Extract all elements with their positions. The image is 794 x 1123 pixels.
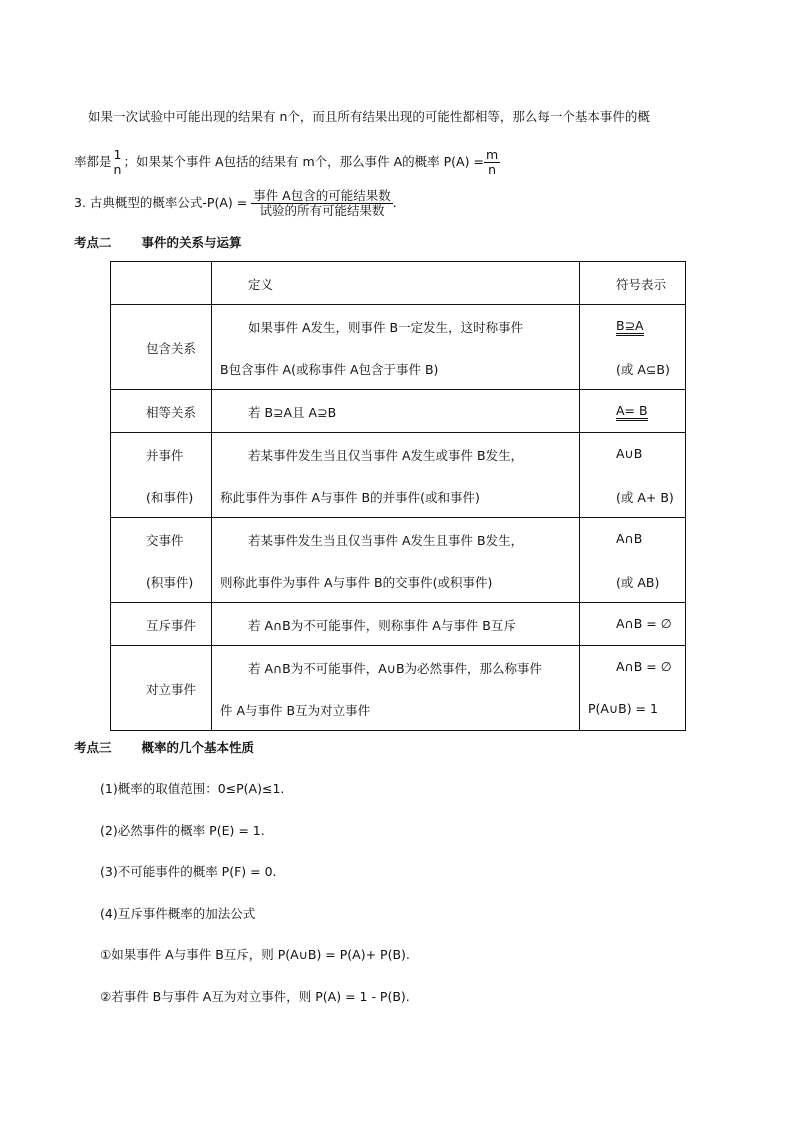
table-header-row — [111, 262, 686, 305]
header-symbol-cell — [580, 262, 686, 305]
relation-definition: 若 A∩B为不可能事件，则称事件 A与事件 B互斥 — [248, 618, 516, 633]
formula-label: 3. 古典概型的概率公式-P(A) = — [74, 195, 248, 210]
table-row — [111, 390, 686, 433]
relation-definition: 件 A与事件 B互为对立事件 — [220, 703, 371, 718]
relation-name: 并事件 — [146, 448, 184, 463]
property-item: ①如果事件 A与事件 B互斥，则 P(A∪B) = P(A)+ P(B). — [100, 947, 410, 962]
section-2-tag: 考点二 — [74, 235, 112, 250]
table-row — [111, 646, 686, 731]
relation-definition: 若某事件发生当且仅当事件 A发生或事件 B发生， — [248, 448, 524, 463]
formula-numerator: 事件 A包含的可能结果数 — [253, 187, 391, 203]
property-item: (1)概率的取值范围：0≤P(A)≤1. — [100, 781, 285, 796]
section-3-heading — [74, 738, 254, 756]
classical-probability-formula — [74, 183, 397, 223]
fraction-numerator: 1 — [113, 147, 122, 163]
relation-name: 互斥事件 — [146, 618, 197, 633]
relation-definition: 若 B⊇A且 A⊇B — [248, 405, 337, 420]
table-row — [111, 305, 686, 390]
relation-symbol: P(A∪B) = 1 — [588, 701, 658, 716]
intro-text-a: 率都是 — [74, 154, 112, 169]
fraction-denominator: n — [113, 161, 122, 177]
relation-name: 相等关系 — [146, 405, 197, 420]
table-row — [111, 603, 686, 646]
relation-definition: 则称此事件为事件 A与事件 B的交事件(或积事件) — [220, 575, 493, 590]
relation-definition: 若某事件发生当且仅当事件 A发生且事件 B发生， — [248, 533, 524, 548]
relation-name: 交事件 — [146, 533, 184, 548]
relation-symbol: A∩B = ∅ — [616, 659, 672, 674]
relation-definition: 如果事件 A发生，则事件 B一定发生，这时称事件 — [248, 320, 524, 335]
section-3-title: 概率的几个基本性质 — [141, 740, 255, 755]
intro-text-b: ；如果某个事件 A包括的结果有 m个，那么事件 A的概率 P(A) = — [123, 154, 484, 169]
formula-denominator: 试验的所有可能结果数 — [259, 203, 385, 218]
property-item: (2)必然事件的概率 P(E) = 1. — [100, 823, 265, 838]
formula-fraction — [251, 189, 393, 219]
property-item: ②若事件 B与事件 A互为对立事件，则 P(A) = 1 - P(B). — [100, 989, 410, 1004]
table-row — [111, 518, 686, 603]
property-item: (3)不可能事件的概率 P(F) = 0. — [100, 864, 277, 879]
header-definition-cell — [212, 262, 580, 305]
relation-symbol: A∩B — [616, 531, 643, 546]
relation-name: 包含关系 — [146, 341, 197, 356]
formula-period: . — [392, 195, 397, 210]
relation-symbol: A= B — [616, 403, 648, 421]
relation-name: (和事件) — [146, 490, 194, 505]
relation-definition: B包含事件 A(或称事件 A包含于事件 B) — [220, 362, 439, 377]
relation-name: 对立事件 — [146, 682, 197, 697]
intro-line-1: 如果一次试验中可能出现的结果有 n个，而且所有结果出现的可能性都相等，那么每一个基本事件的概 — [88, 109, 650, 124]
relation-symbol: (或 A⊆B) — [616, 362, 670, 377]
fraction-denominator: n — [488, 162, 496, 177]
relation-symbol: B⊇A — [616, 318, 644, 336]
relation-name: (积事件) — [146, 575, 194, 590]
fraction-numerator: m — [485, 146, 499, 162]
relation-definition: 若 A∩B为不可能事件，A∪B为必然事件，那么称事件 — [248, 661, 543, 676]
property-item: (4)互斥事件概率的加法公式 — [100, 906, 256, 921]
intro-line-2 — [74, 144, 500, 180]
fraction-1-over-n — [112, 148, 124, 177]
table-row — [111, 433, 686, 518]
relation-symbol: A∪B — [616, 446, 643, 461]
relation-symbol: A∩B = ∅ — [616, 616, 672, 631]
header-symbol: 符号表示 — [616, 277, 667, 292]
section-3-tag: 考点三 — [74, 740, 112, 755]
event-relations-table — [110, 261, 686, 731]
relation-symbol: (或 AB) — [616, 575, 660, 590]
relation-definition: 称此事件为事件 A与事件 B的并事件(或和事件) — [220, 490, 480, 505]
relation-symbol: (或 A+ B) — [616, 490, 674, 505]
header-empty-cell — [111, 262, 212, 305]
fraction-m-over-n — [484, 148, 500, 178]
section-2-title: 事件的关系与运算 — [141, 235, 242, 250]
header-definition: 定义 — [248, 277, 274, 292]
section-2-heading — [74, 233, 242, 251]
